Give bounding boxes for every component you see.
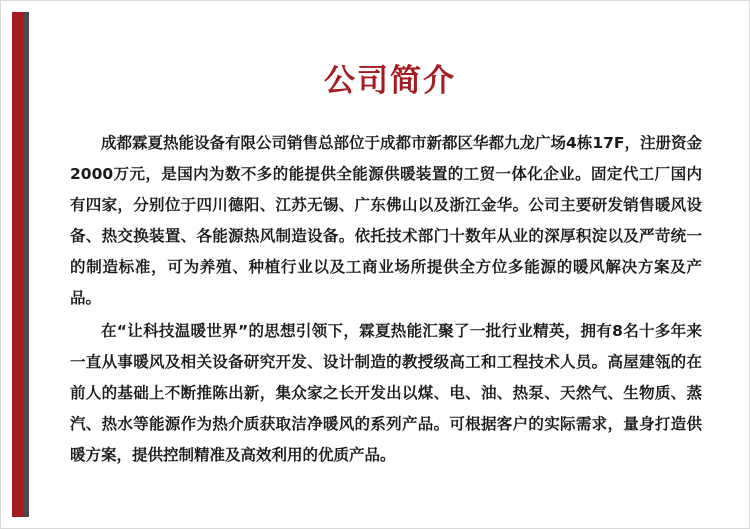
- content-area: [60, 0, 720, 529]
- page-title: 公司简介: [324, 63, 456, 99]
- body-text: [60, 100, 720, 471]
- paragraph: 成都霖夏热能设备有限公司销售总部位于成都市新都区华都九龙广场4栋17F，注册资金2000万元，是国内为数不多的能提供全能源供暖装置的工贸一体化企业。固定代工厂国内有四家，分别位于四川德阳、江苏无锡、广东佛山以及浙江金华。公司主要研发销售暖风设备、热交换装置、各能源热风制造设备。依托技术部门十数年从业的深厚积淀以及严苛统一的制造标准，可为养殖、种植行业以及工商业场所提供全方位多能源的暖风解决方案及产品。: [70, 134, 702, 307]
- left-accent-bar-shadow: [23, 12, 29, 517]
- paragraph: 在“让科技温暖世界”的思想引领下，霖夏热能汇聚了一批行业精英，拥有8名十多年来一直从事暖风及相关设备研究开发、设计制造的教授级高工和工程技术人员。高屋建瓴的在前人的基础上不断推陈出新，集众家之长开发出以煤、电、油、热泵、天然气、生物质、蒸汽、热水等能源作为热介质获取洁净暖风的系列产品。可根据客户的实际需求，量身打造供暖方案，提供控制精准及高效利用的优质产品。: [70, 322, 702, 464]
- left-accent-bar: [12, 12, 23, 517]
